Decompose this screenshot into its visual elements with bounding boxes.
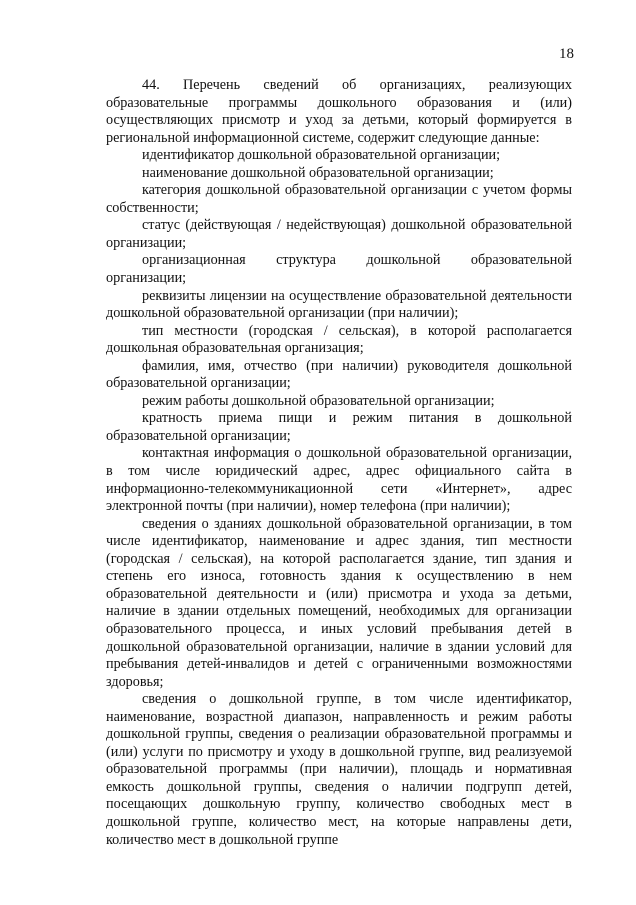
list-item-org-structure: организационная структура дошкольной образовательной организации; (106, 252, 572, 287)
list-item-contacts: контактная информация о дошкольной образовательной организации, в том числе юридический адрес, адрес официального сайта в информационно-телекоммуникационной сети «Интернет», адрес электронной почты (при наличии), номер телефона (при наличии); (106, 445, 572, 515)
paragraph-item-44-intro: 44. Перечень сведений об организациях, реализующих образовательные программы дошкольного образования и (или) осуществляющих присмотр и уход за детьми, который формируется в региональной информационной системе, содержит следующие данные: (106, 77, 572, 146)
list-item-locality-type: тип местности (городская / сельская), в которой располагается дошкольная образовательная организация; (106, 322, 572, 357)
list-item-name: наименование дошкольной образовательной организации; (142, 164, 494, 181)
list-item-meals: кратность приема пищи и режим питания в дошкольной образовательной организации; (106, 410, 572, 444)
document-body (106, 77, 572, 849)
list-item-license: реквизиты лицензии на осуществление образовательной деятельности дошкольной образовательной организации (при наличии); (106, 287, 572, 322)
list-item-director: фамилия, имя, отчество (при наличии) руководителя дошкольной образовательной организации; (106, 357, 572, 392)
list-item-status: статус (действующая / недействующая) дошкольной образовательной организации; (106, 217, 572, 251)
list-item-identifier: идентификатор дошкольной образовательной организации; (142, 147, 501, 164)
list-item-groups: сведения о дошкольной группе, в том числе идентификатор, наименование, возрастной диапазон, направленность и режим работы дошкольной группы, сведения о реализации образовательной программы и (или) услуги по присмотру и уходу в дошкольной группе, вид реализуемой образовательной программы (при наличии), площадь и нормативная емкость дошкольной группы, сведения о наличии подгрупп детей, посещающих дошкольную группу, количество свободных мест в дошкольной группе, количество мест, на которые направлены дети, количество мест в дошкольной группе (106, 691, 572, 848)
list-item-working-hours: режим работы дошкольной образовательной организации; (142, 392, 495, 409)
page-number: 18 (559, 46, 574, 62)
list-item-category: категория дошкольной образовательной организации с учетом формы собственности; (106, 182, 572, 216)
list-item-buildings: сведения о зданиях дошкольной образовательной организации, в том числе идентификатор, наименование и адрес здания, тип местности (городская / сельская), на которой располагается здание, тип здания и степень его износа, готовность здания к осуществлению в нем образовательной деятельности и (или) присмотра и ухода за детьми, наличие в здании отдельных помещений, необходимых для организации образовательного процесса, и иных условий пребывания детей в дошкольной образовательной организации, наличие в здании условий для пребывания детей-инвалидов и детей с ограниченными возможностями здоровья; (106, 515, 572, 690)
